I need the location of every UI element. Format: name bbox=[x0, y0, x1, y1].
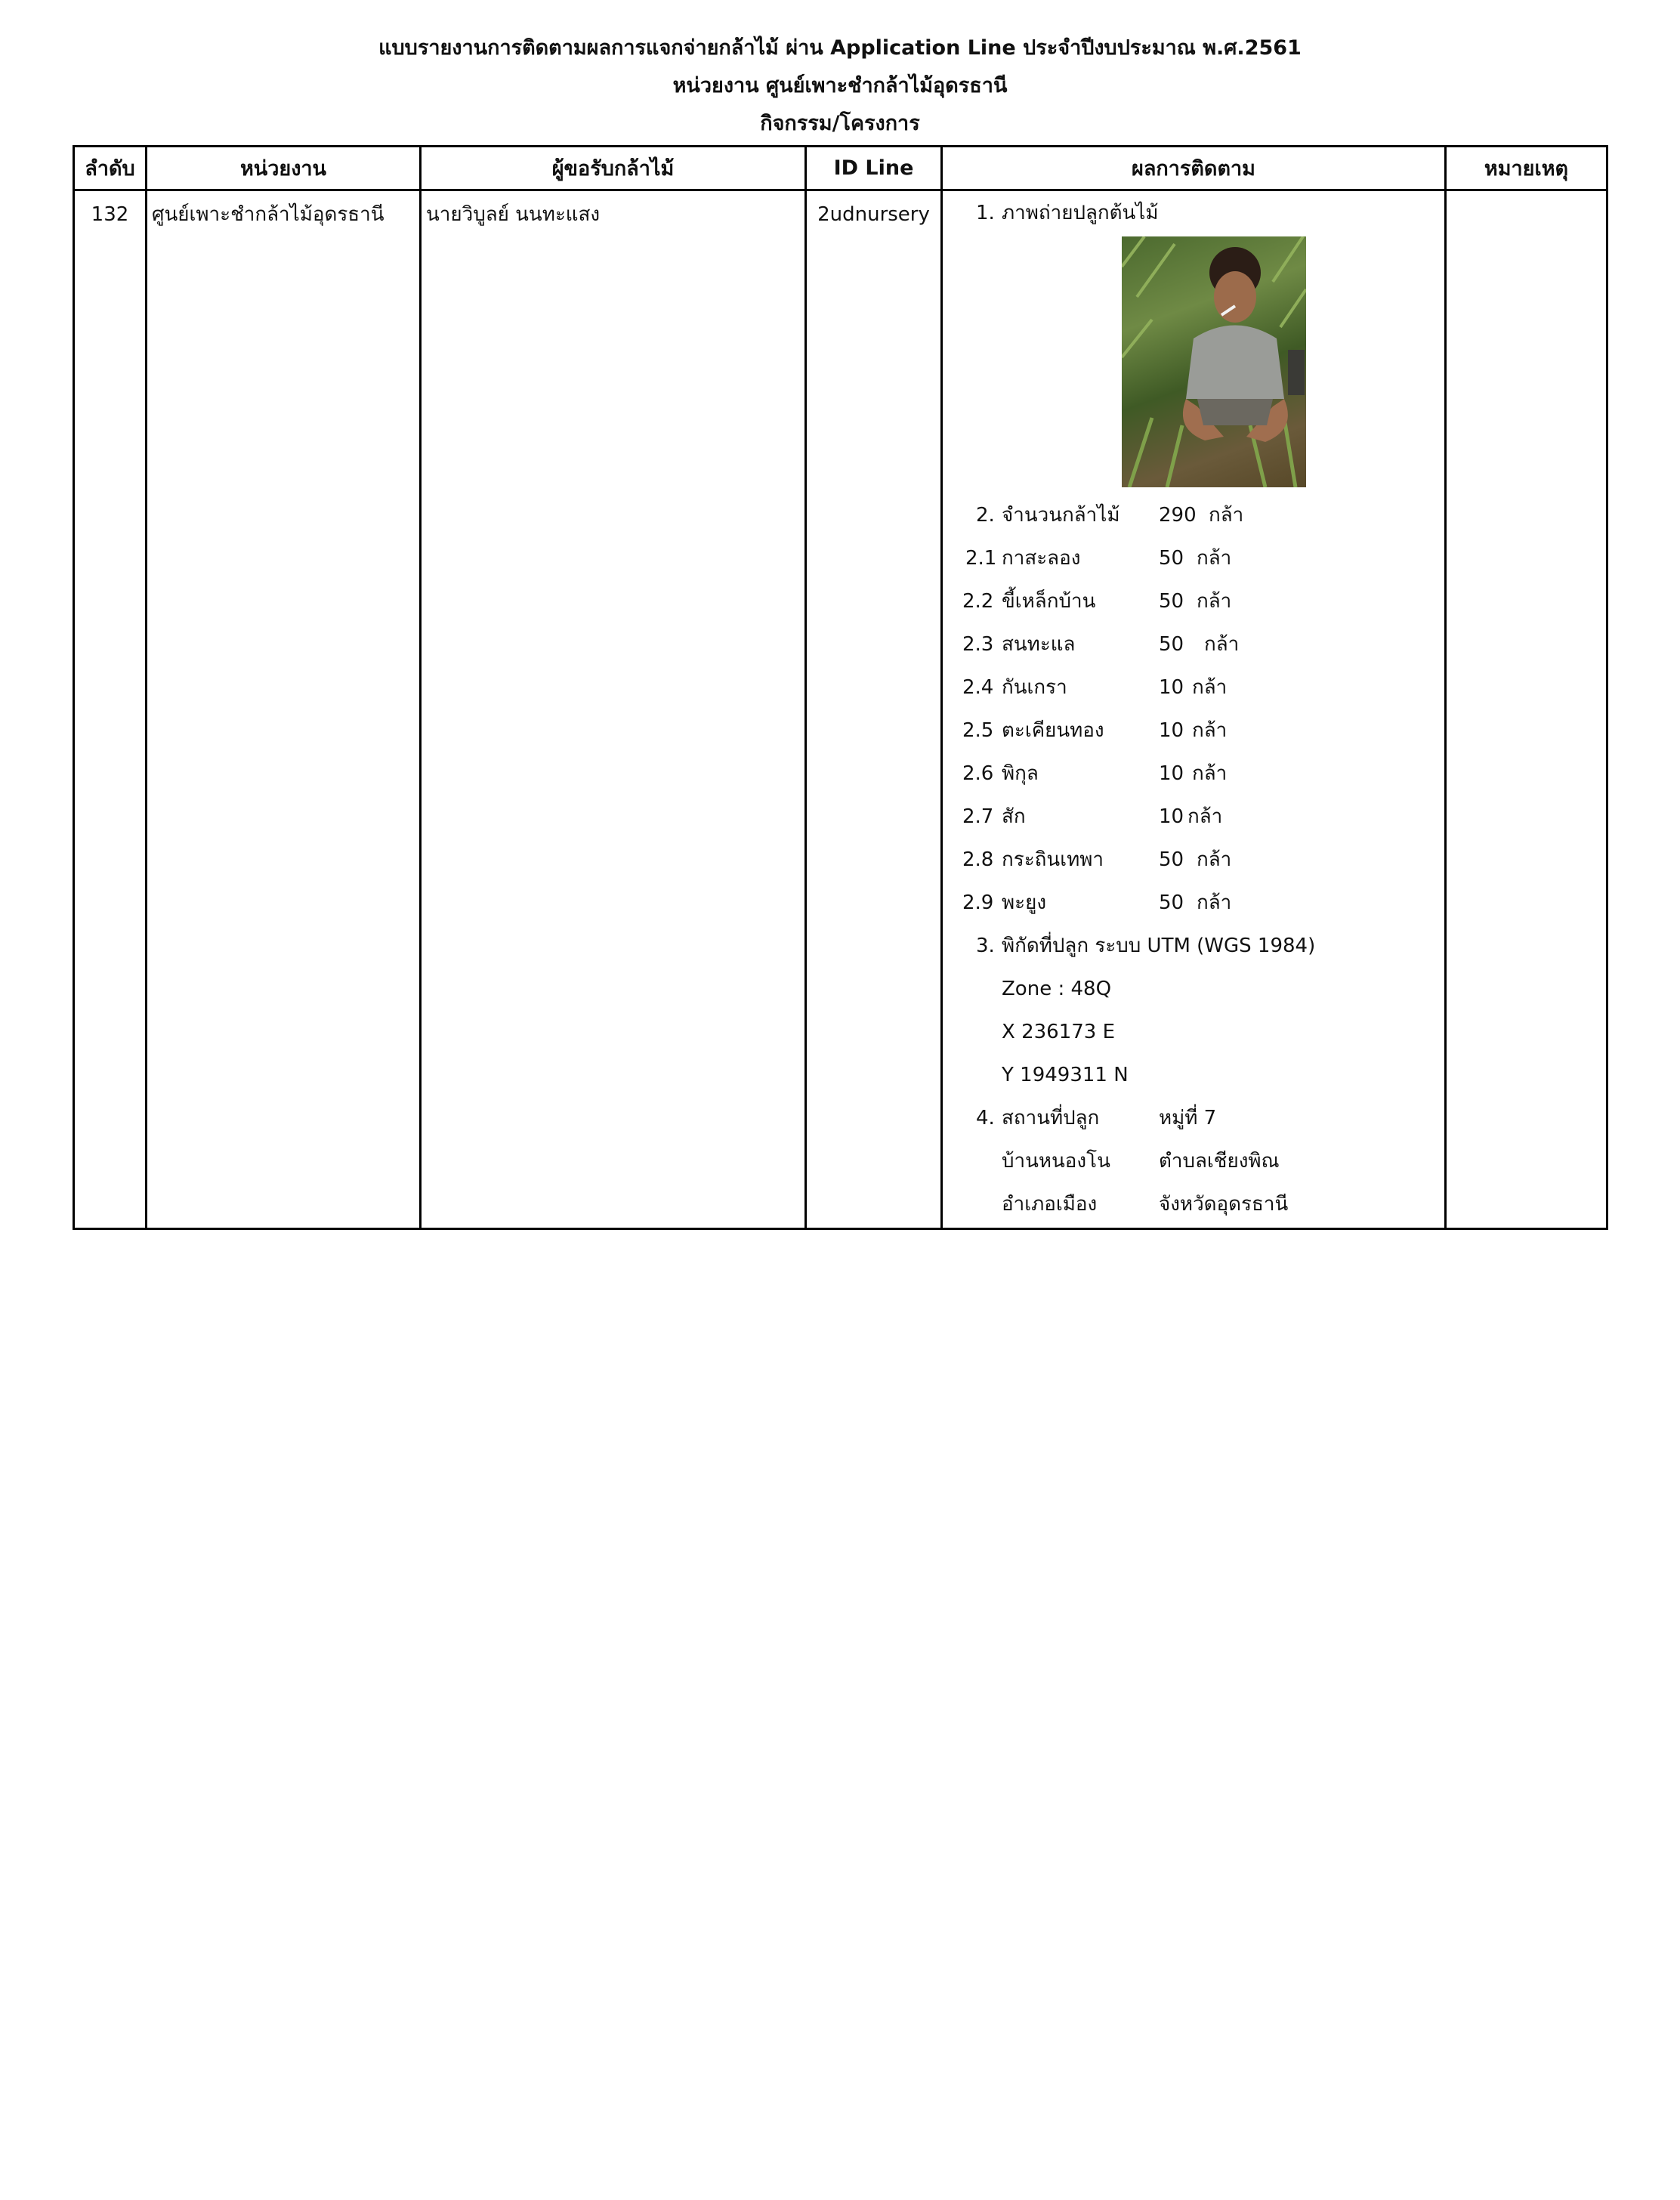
species-name: พะยูง bbox=[1002, 891, 1047, 914]
coords-num: 3. bbox=[976, 935, 995, 957]
col-header-agency: หน่วยงาน bbox=[147, 147, 421, 190]
photo-item-num: 1. bbox=[976, 202, 995, 224]
row-id-line: 2udnursery bbox=[817, 203, 930, 226]
activity-heading: กิจกรรม/โครงการ bbox=[760, 112, 920, 135]
species-num: 2.7 bbox=[962, 805, 994, 828]
species-qty: 10 bbox=[1159, 719, 1184, 742]
cell-no bbox=[74, 190, 147, 1229]
species-num: 2.2 bbox=[962, 590, 994, 613]
species-num: 2.4 bbox=[962, 676, 994, 699]
col-header-recipient: ผู้ขอรับกล้าไม้ bbox=[421, 147, 806, 190]
species-num: 2.6 bbox=[962, 762, 994, 785]
location-province: จังหวัดอุดรธานี bbox=[1159, 1193, 1289, 1216]
location-num: 4. bbox=[976, 1107, 995, 1129]
species-unit: กล้า bbox=[1197, 848, 1232, 871]
species-unit: กล้า bbox=[1192, 762, 1228, 785]
species-qty: 10 bbox=[1159, 676, 1184, 699]
total-unit: กล้า bbox=[1209, 504, 1244, 527]
species-unit: กล้า bbox=[1187, 805, 1223, 828]
location-village: บ้านหนองโน bbox=[1002, 1150, 1110, 1173]
species-qty: 10 bbox=[1159, 805, 1184, 828]
location-district: อำเภอเมือง bbox=[1002, 1193, 1098, 1216]
col-header-remark: หมายเหตุ bbox=[1446, 147, 1607, 190]
species-qty: 50 bbox=[1159, 590, 1184, 613]
row-agency: ศูนย์เพาะชำกล้าไม้อุดรธานี bbox=[152, 203, 384, 226]
report-title: แบบรายงานการติดตามผลการแจกจ่ายกล้าไม้ ผ่าน Application Line ประจำปีงบประมาณ พ.ศ.2561 bbox=[378, 36, 1302, 60]
species-unit: กล้า bbox=[1204, 633, 1240, 656]
species-name: กาสะลอง bbox=[1002, 547, 1081, 570]
col-header-no: ลำดับ bbox=[74, 147, 147, 190]
table-header-row bbox=[74, 147, 1607, 190]
row-no: 132 bbox=[91, 203, 129, 226]
col-header-result: ผลการติดตาม bbox=[942, 147, 1446, 190]
location-label: สถานที่ปลูก bbox=[1002, 1107, 1100, 1129]
species-name: กระถินเทพา bbox=[1002, 848, 1104, 871]
report-table bbox=[73, 145, 1608, 1230]
cell-recipient bbox=[421, 190, 806, 1229]
species-num: 2.9 bbox=[962, 891, 994, 914]
location-subdistrict: ตำบลเชียงพิณ bbox=[1159, 1150, 1280, 1173]
species-qty: 50 bbox=[1159, 891, 1184, 914]
row-remark bbox=[1447, 191, 1606, 200]
species-name: กันเกรา bbox=[1002, 676, 1067, 699]
coords-zone: Zone : 48Q bbox=[1002, 978, 1112, 1000]
total-num: 2. bbox=[976, 504, 995, 527]
coords-x: X 236173 E bbox=[1002, 1021, 1116, 1043]
species-unit: กล้า bbox=[1197, 547, 1232, 570]
species-num: 2.3 bbox=[962, 633, 994, 656]
cell-agency bbox=[147, 190, 421, 1229]
total-qty: 290 bbox=[1159, 504, 1197, 527]
location-village-no: หมู่ที่ 7 bbox=[1159, 1107, 1217, 1129]
cell-remark bbox=[1446, 190, 1607, 1229]
photo-item-label: ภาพถ่ายปลูกต้นไม้ bbox=[1002, 202, 1159, 224]
species-name: ขี้เหล็กบ้าน bbox=[1002, 590, 1096, 613]
species-qty: 10 bbox=[1159, 762, 1184, 785]
table-row bbox=[74, 190, 1607, 1229]
species-num: 2.8 bbox=[962, 848, 994, 871]
cell-result bbox=[942, 190, 1446, 1229]
species-name: สนทะแล bbox=[1002, 633, 1076, 656]
species-name: ตะเคียนทอง bbox=[1002, 719, 1104, 742]
species-name: สัก bbox=[1002, 805, 1026, 828]
species-unit: กล้า bbox=[1197, 590, 1232, 613]
coords-y: Y 1949311 N bbox=[1002, 1064, 1129, 1086]
species-unit: กล้า bbox=[1192, 719, 1228, 742]
agency-heading: หน่วยงาน ศูนย์เพาะชำกล้าไม้อุดรธานี bbox=[672, 74, 1008, 97]
cell-id-line bbox=[806, 190, 942, 1229]
planting-photo-image bbox=[1122, 236, 1306, 487]
species-unit: กล้า bbox=[1197, 891, 1232, 914]
species-qty: 50 bbox=[1159, 633, 1184, 656]
row-recipient: นายวิบูลย์ นนทะแสง bbox=[426, 203, 601, 226]
species-num: 2.5 bbox=[962, 719, 994, 742]
species-qty: 50 bbox=[1159, 547, 1184, 570]
result-section bbox=[943, 191, 1444, 1226]
species-num: 2.1 bbox=[965, 547, 997, 570]
species-name: พิกุล bbox=[1002, 762, 1039, 785]
col-header-id-line: ID Line bbox=[806, 147, 942, 190]
coords-label: พิกัดที่ปลูก ระบบ UTM (WGS 1984) bbox=[1002, 935, 1316, 957]
species-unit: กล้า bbox=[1192, 676, 1228, 699]
species-qty: 50 bbox=[1159, 848, 1184, 871]
total-label: จำนวนกล้าไม้ bbox=[1002, 504, 1120, 527]
planting-photo bbox=[1122, 236, 1306, 487]
